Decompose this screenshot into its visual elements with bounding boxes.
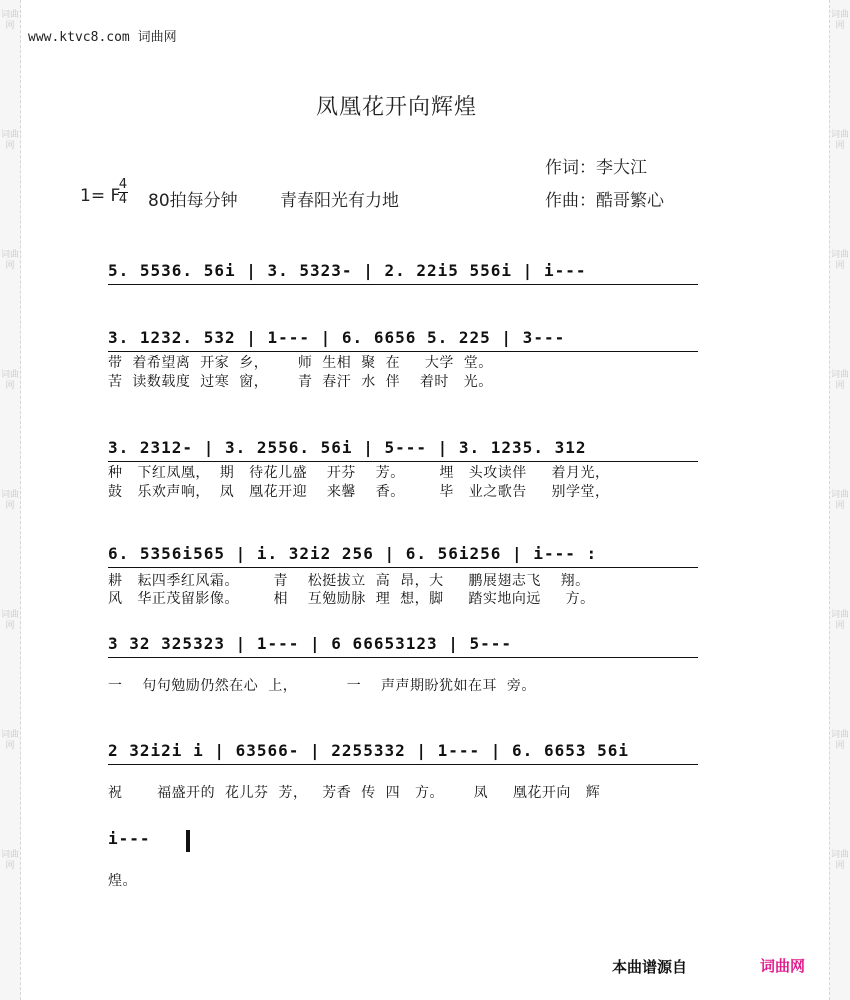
notation-line: 5. 5536. 56i | 3. 5323- | 2. 22i5 556i | i---	[108, 261, 587, 280]
watermark: 词曲网	[0, 610, 19, 631]
watermark: 词曲网	[830, 610, 849, 631]
lyric-line: 风 华正茂留影像。 相 互勉励脉 理 想，脚 踏实地向远 方。	[108, 591, 595, 607]
right-margin-watermark	[829, 0, 850, 1000]
watermark: 词曲网	[0, 850, 19, 871]
lyric-line: 祝 福盛开的 花儿芬 芳， 芳香 传 四 方。 凤 凰花开向 辉	[108, 785, 601, 801]
time-signature-bottom: 4	[118, 192, 128, 207]
watermark: 词曲网	[830, 490, 849, 511]
score-system-4	[108, 543, 724, 573]
watermark: 词曲网	[830, 250, 849, 271]
notation-line: 3. 1232. 532 | 1--- | 6. 6656 5. 225 | 3---	[108, 328, 566, 347]
lyric-line: 一 句句勉励仍然在心 上， 一 声声期盼犹如在耳 旁。	[108, 678, 536, 694]
song-title: 凤凰花开向辉煌	[316, 95, 478, 120]
beat-underline	[108, 567, 698, 568]
time-signature	[118, 178, 128, 207]
notation-line: 3 32 325323 | 1--- | 6 66653123 | 5---	[108, 634, 513, 653]
notation-line: 2 32i2i i | 63566- | 2255332 | 1--- | 6. 6653 56i	[108, 741, 630, 760]
site-url[interactable]: www.ktvc8.com 词曲网	[28, 30, 177, 45]
lyric-line: 鼓 乐欢声响， 凤 凰花开迎 来馨 香。 毕 业之歌告 别学堂，	[108, 484, 610, 500]
watermark: 词曲网	[830, 730, 849, 751]
watermark: 词曲网	[830, 370, 849, 391]
watermark: 词曲网	[0, 130, 19, 151]
footer-source-label: 本曲谱源自	[612, 958, 688, 976]
lyricist: 作词：李大江	[545, 158, 647, 178]
lyric-line: 带 着希望离 开家 乡， 师 生相 聚 在 大学 堂。	[108, 355, 493, 371]
notation-line: i---	[108, 829, 151, 848]
expression-marking: 青春阳光有力地	[280, 191, 399, 211]
notation-line: 3. 2312- | 3. 2556. 56i | 5--- | 3. 1235. 312	[108, 438, 587, 457]
watermark: 词曲网	[830, 850, 849, 871]
notation-line: 6. 5356i565 | i. 32i2 256 | 6. 56i256 | i--- :	[108, 544, 598, 563]
lyric-line: 耕 耘四季红风霜。 青 松挺拔立 高 昂，大 鹏展翅志飞 翔。	[108, 573, 590, 589]
lyric-line: 煌。	[108, 873, 137, 889]
watermark: 词曲网	[0, 490, 19, 511]
beat-underline	[108, 284, 698, 285]
composer: 作曲：酷哥繁心	[545, 191, 664, 211]
beat-underline	[108, 657, 698, 658]
watermark: 词曲网	[0, 370, 19, 391]
score-system-1	[108, 260, 724, 290]
final-barline	[186, 830, 190, 852]
time-signature-top: 4	[118, 177, 128, 192]
watermark: 词曲网	[0, 730, 19, 751]
watermark: 词曲网	[0, 10, 19, 31]
lyric-line: 种 下红凤凰， 期 待花儿盛 开芬 芳。 埋 头攻读伴 着月光，	[108, 465, 610, 481]
score-system-6	[108, 740, 724, 770]
footer-brand-link[interactable]: 词曲网	[760, 957, 806, 975]
lyric-line: 苦 读数载度 过寒 窗， 青 春汗 水 伴 着时 光。	[108, 374, 493, 390]
beat-underline	[108, 764, 698, 765]
watermark: 词曲网	[830, 130, 849, 151]
watermark: 词曲网	[0, 250, 19, 271]
tempo: 80拍每分钟	[148, 191, 238, 211]
score-system-7	[108, 828, 724, 858]
score-system-5	[108, 633, 724, 663]
left-margin-watermark	[0, 0, 21, 1000]
watermark: 词曲网	[830, 10, 849, 31]
key-signature: 1= F	[80, 186, 121, 206]
